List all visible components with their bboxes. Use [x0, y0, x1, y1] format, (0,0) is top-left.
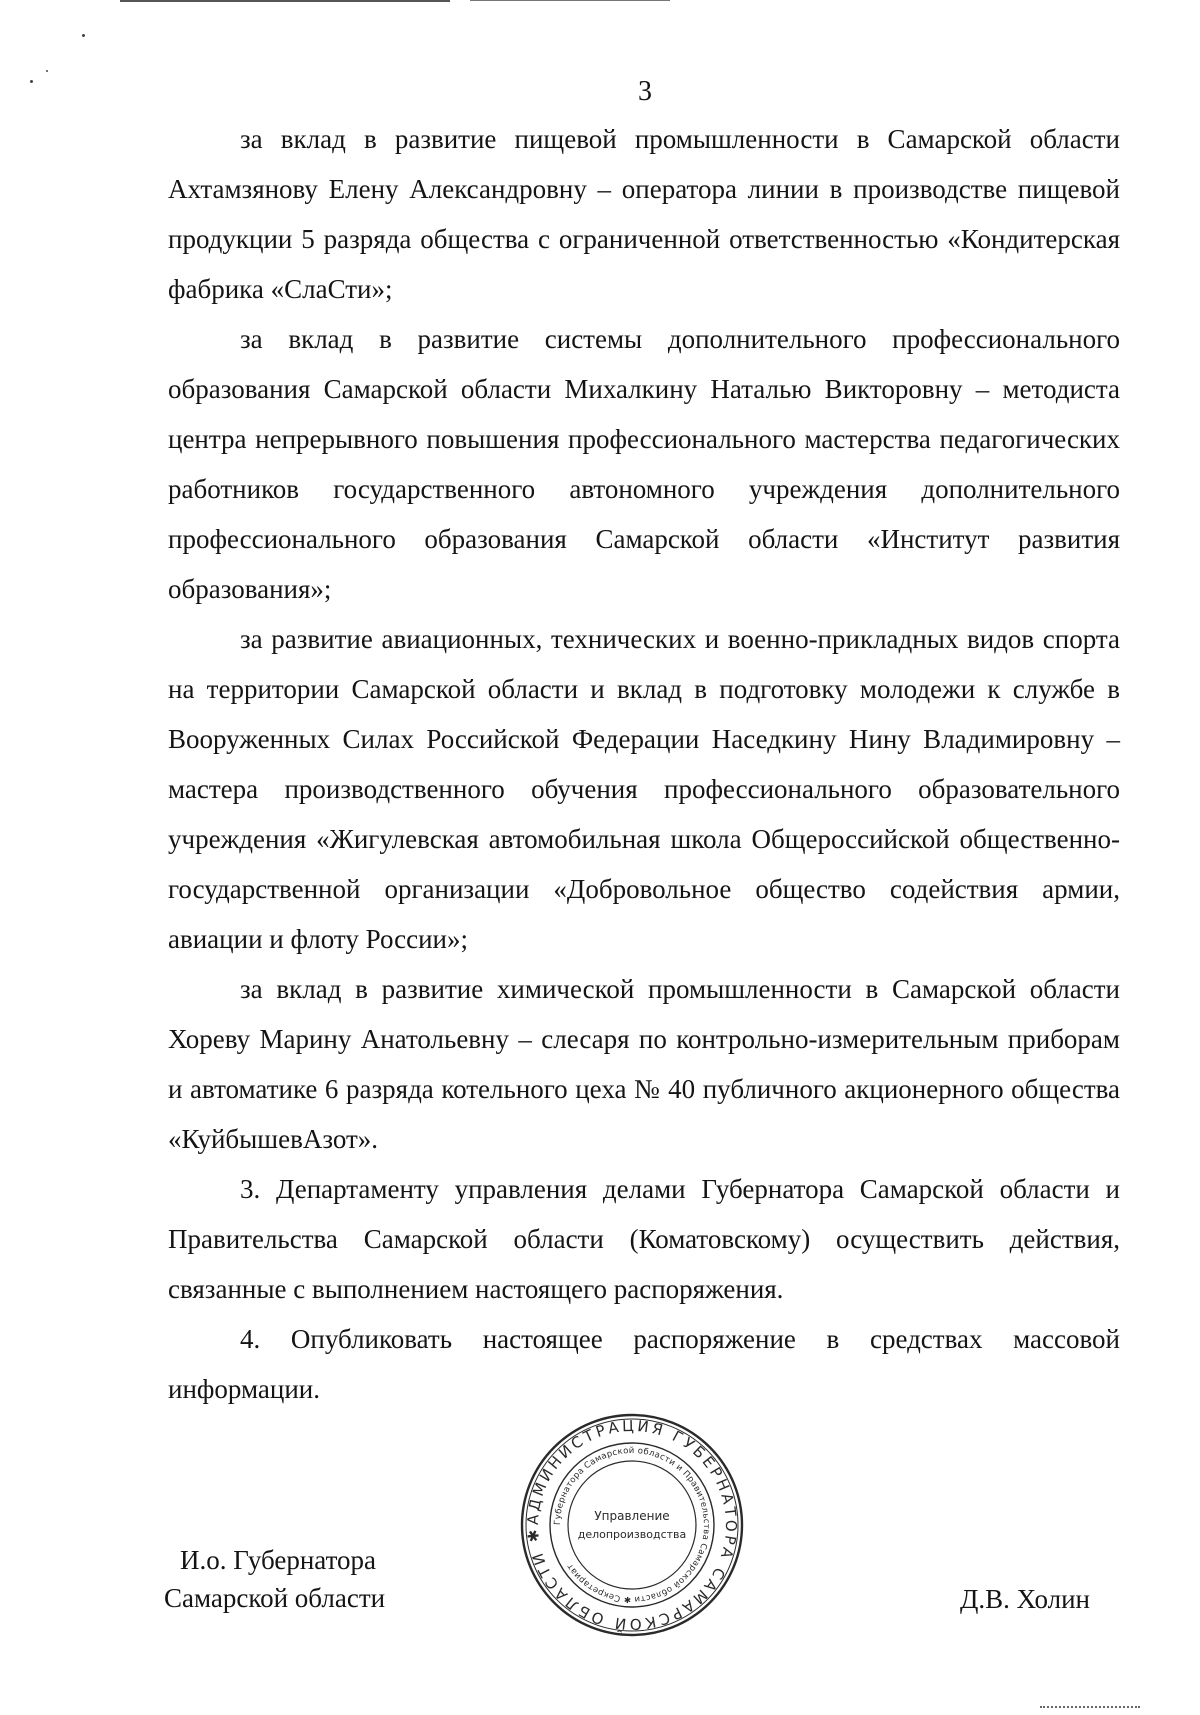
paragraph-item-3: 3. Департаменту управления делами Губернатора Самарской области и Правительства Самарской области (Коматовскому) осуществить действия, связанные с выполнением настоящего распоряжения.	[168, 1174, 1120, 1304]
seal-middle-text: Губернатора Самарской области и Правительства Самарской области ✱ Секретариат	[552, 1445, 712, 1605]
seal-outer-text: АДМИНИСТРАЦИЯ ГУБЕРНАТОРА САМАРСКОЙ ОБЛАСТИ ✱	[523, 1416, 741, 1634]
scan-edge-line	[470, 0, 670, 1]
scan-speck	[46, 70, 48, 72]
scan-speck	[82, 34, 85, 37]
paragraph-item-4: 4. Опубликовать настоящее распоряжение в средствах массовой информации.	[168, 1324, 1120, 1404]
signatory-name: Д.В. Холин	[960, 1584, 1090, 1614]
official-seal-stamp	[519, 1412, 745, 1638]
paragraph-chemical-industry: за вклад в развитие химической промышленности в Самарской области Хореву Марину Анатольевну – слесаря по контрольно-измерительным приборам и автоматике 6 разряда котельного цеха № 40 публичного акционерного общества «КуйбышевАзот».	[168, 974, 1120, 1154]
document-body	[168, 114, 1120, 1414]
page-number: 3	[638, 76, 652, 107]
seal-center-line2: делопроизводства	[577, 1528, 687, 1541]
paragraph-aviation-sports: за развитие авиационных, технических и военно-прикладных видов спорта на территории Самарской области и вклад в подготовку молодежи к службе в Вооруженных Силах Российской Федерации Наседкину Нину Владимировну – мастера производственного обучения профессионального образовательного учреждения «Жигулевская автомобильная школа Общероссийской общественно-государственной организации «Добровольное общество содействия армии, авиации и флоту России»;	[168, 624, 1120, 954]
signatory-title	[164, 1541, 464, 1617]
seal-center-line1: Управление	[594, 1509, 670, 1523]
paragraph-education: за вклад в развитие системы дополнительного профессионального образования Самарской области Михалкину Наталью Викторовну – методиста центра непрерывного повышения профессионального мастерства педагогических работников государственного автономного учреждения дополнительного профессионального образования Самарской области «Институт развития образования»;	[168, 324, 1120, 604]
scan-edge-dots	[1040, 1706, 1140, 1710]
paragraph-food-industry: за вклад в развитие пищевой промышленности в Самарской области Ахтамзянову Елену Александровну – оператора линии в производстве пищевой продукции 5 разряда общества с ограниченной ответственностью «Кондитерская фабрика «СлаСти»;	[168, 124, 1120, 304]
scan-edge-line	[120, 0, 450, 2]
signatory-title-line1: И.о. Губернатора	[180, 1545, 377, 1575]
signatory-title-line2: Самарской области	[164, 1583, 386, 1613]
